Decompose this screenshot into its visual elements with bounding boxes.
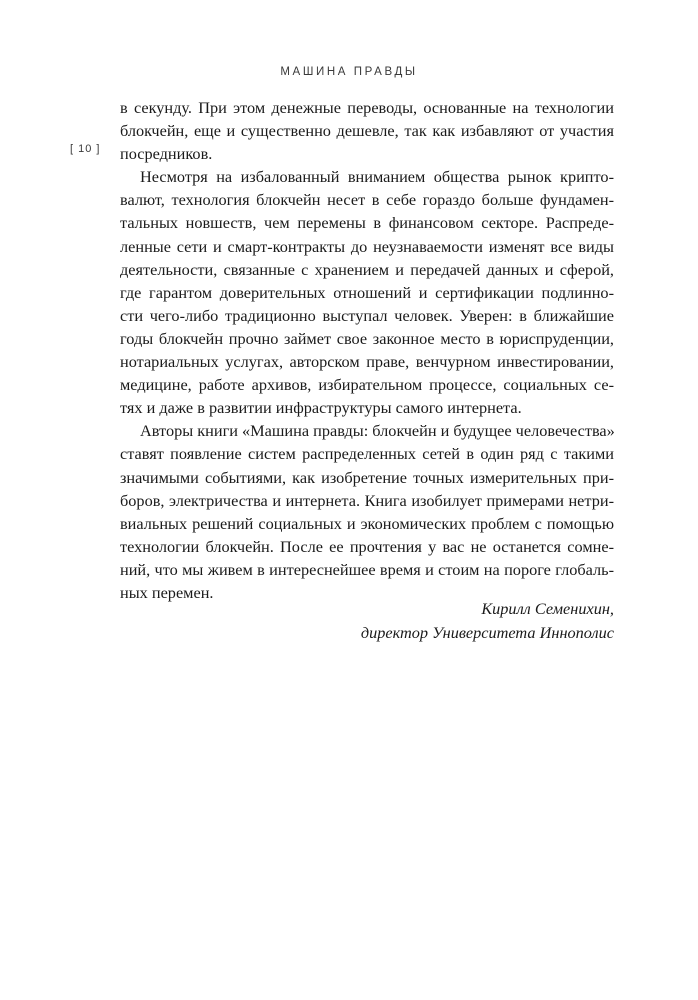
- text-line: где гарантом доверительных отношений и сертификации подлинно-: [120, 282, 614, 302]
- text-line: ных перемен.: [120, 582, 214, 602]
- signature: [361, 597, 614, 644]
- text-line: ставят появление систем распределенных сетей в один ряд с такими: [120, 444, 614, 464]
- text-line: Несмотря на избалованный вниманием общества рынок крипто-: [140, 167, 614, 187]
- text-line: валют, технология блокчейн несет в себе гораздо больше фундамен-: [120, 190, 614, 210]
- text-line: в секунду. При этом денежные переводы, основанные на технологии: [120, 98, 614, 117]
- text-line: блокчейн, еще и существенно дешевле, так как избавляют от участия: [120, 121, 614, 141]
- signature-title: директор Университета Иннополис: [360, 622, 614, 642]
- page-number: [ 10 ]: [70, 143, 101, 155]
- text-line: сти чего-либо традиционно выступал человек. Уверен: в ближайшие: [120, 305, 614, 325]
- text-line: ний, что мы живем в интереснейшее время и стоим на пороге глобаль-: [120, 559, 614, 579]
- text-line: деятельности, связанные с хранением и передачей данных и сферой,: [120, 259, 614, 279]
- text-line: тях и даже в развитии инфраструктуры самого интернета.: [120, 398, 522, 418]
- body-text: [120, 96, 614, 604]
- paragraph-1: [120, 96, 614, 165]
- text-line: нотариальных услугах, авторском праве, венчурном инвестировании,: [120, 352, 614, 372]
- text-line: годы блокчейн прочно займет свое законное место в юриспруденции,: [120, 328, 614, 348]
- signature-name: Кирилл Семенихин,: [481, 599, 614, 618]
- text-line: медицине, работе архивов, избирательном процессе, социальных се-: [120, 375, 614, 395]
- text-line: тальных новшеств, чем перемены в финансовом секторе. Распреде-: [120, 213, 614, 233]
- text-line: боров, электричества и интернета. Книга изобилует примерами нетри-: [120, 490, 614, 510]
- text-line: Авторы книги «Машина правды: блокчейн и будущее человечества»: [140, 421, 615, 441]
- text-line: значимыми событиями, как изобретение точных измерительных при-: [120, 467, 614, 487]
- text-line: виальных решений социальных и экономических проблем с помощью: [120, 513, 614, 533]
- text-line: ленные сети и смарт-контракты до неузнаваемости изменят все виды: [120, 236, 614, 256]
- paragraph-3: [120, 419, 614, 604]
- text-line: технологии блокчейн. После ее прочтения у вас не останется сомне-: [120, 536, 614, 556]
- paragraph-2: [120, 165, 614, 419]
- running-head: МАШИНА ПРАВДЫ: [280, 66, 418, 78]
- text-line: посредников.: [120, 144, 213, 164]
